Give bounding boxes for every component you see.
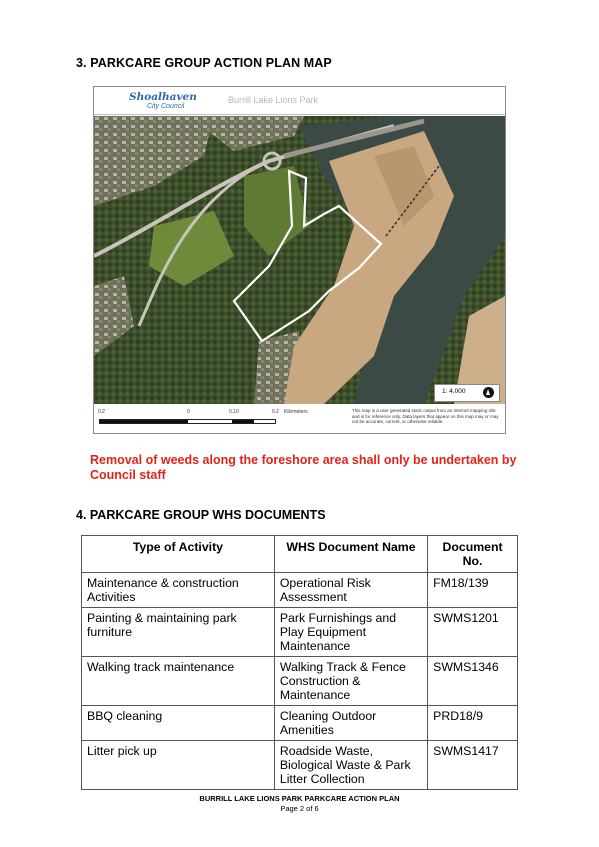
activity-cell: Litter pick up <box>82 741 275 790</box>
weed-removal-warning: Removal of weeds along the foreshore area shall only be undertaken by Council staff <box>90 453 517 482</box>
document-no-cell: PRD18/9 <box>428 706 518 741</box>
document-name-cell: Cleaning Outdoor Amenities <box>274 706 427 741</box>
scalebar-unit-label: Kilometers <box>284 409 308 415</box>
header-whs-document-name: WHS Document Name <box>274 536 427 573</box>
table-row <box>82 706 518 741</box>
activity-cell: Maintenance & construction Activities <box>82 573 275 608</box>
document-no-cell: SWMS1417 <box>428 741 518 790</box>
scalebar-quarter-label: 0.10 <box>229 409 239 415</box>
map-title: Burrill Lake Lions Park <box>228 95 319 105</box>
header-type-of-activity: Type of Activity <box>82 536 275 573</box>
logo-script: Shoalhaven <box>129 91 197 103</box>
council-logo <box>129 92 199 112</box>
scale-bar <box>99 419 276 424</box>
aerial-photo <box>94 116 505 404</box>
document-name-cell: Park Furnishings and Play Equipment Maintenance <box>274 608 427 657</box>
activity-cell: Walking track maintenance <box>82 657 275 706</box>
footer-page-number: Page 2 of 6 <box>280 804 319 813</box>
scale-indicator <box>434 384 500 402</box>
header-document-no: Document No. <box>428 536 518 573</box>
table-row <box>82 573 518 608</box>
table-header-row <box>82 536 518 573</box>
section-3-heading: 3. PARKCARE GROUP ACTION PLAN MAP <box>76 56 332 70</box>
document-no-cell: SWMS1346 <box>428 657 518 706</box>
whs-documents-table <box>81 535 518 790</box>
document-name-cell: Roadside Waste, Biological Waste & Park Litter Collection <box>274 741 427 790</box>
document-no-cell: SWMS1201 <box>428 608 518 657</box>
activity-cell: BBQ cleaning <box>82 706 275 741</box>
scalebar-mid-label: 0 <box>187 409 190 415</box>
scale-text: 1: 4,000 <box>442 388 466 395</box>
action-plan-map <box>93 86 506 434</box>
section-4-heading: 4. PARKCARE GROUP WHS DOCUMENTS <box>76 508 326 522</box>
map-disclaimer: This map is a user generated static output from an Internet mapping site and is for reference only. Data layers that appear on this map may or may not be accurate, current, or otherwise reliable. <box>352 408 499 424</box>
table-row <box>82 657 518 706</box>
scalebar-right-label: 0.2 <box>272 409 279 415</box>
activity-cell: Painting & maintaining park furniture <box>82 608 275 657</box>
table-row <box>82 608 518 657</box>
table-row <box>82 741 518 790</box>
logo-sub: City Council <box>147 103 185 110</box>
map-header <box>94 87 505 115</box>
scalebar-left-label: 0.2 <box>98 409 105 415</box>
north-arrow-icon <box>483 387 494 398</box>
document-no-cell: FM18/139 <box>428 573 518 608</box>
map-footer <box>94 406 505 433</box>
footer-title: BURRILL LAKE LIONS PARK PARKCARE ACTION PLAN <box>199 794 400 803</box>
document-name-cell: Walking Track & Fence Construction & Maintenance <box>274 657 427 706</box>
document-name-cell: Operational Risk Assessment <box>274 573 427 608</box>
